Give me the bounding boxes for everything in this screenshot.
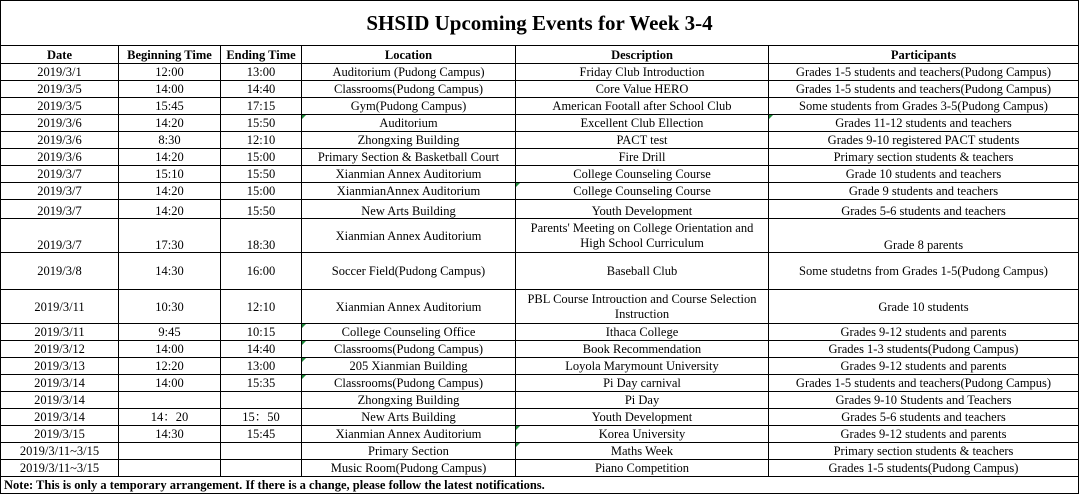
cell-flag-icon xyxy=(516,426,520,430)
column-header-location: Location xyxy=(302,46,516,64)
table-row xyxy=(1,219,1079,253)
date-cell: 2019/3/14 xyxy=(1,375,119,392)
location-cell: XianmianAnnex Auditorium xyxy=(302,183,516,200)
begin-time-cell: 14:20 xyxy=(119,183,221,200)
description-cell: American Footall after School Club xyxy=(516,98,769,115)
location-text: Classrooms(Pudong Campus) xyxy=(334,342,483,356)
description-cell: Piano Competition xyxy=(516,460,769,477)
table-row xyxy=(1,183,1079,200)
begin-time-cell: 14:30 xyxy=(119,426,221,443)
location-cell: Xianmian Annex Auditorium xyxy=(302,166,516,183)
location-cell: Xianmian Annex Auditorium xyxy=(302,426,516,443)
footnote: Note: This is only a temporary arrangement. If there is a change, please follow the latest notifications. xyxy=(1,477,1079,494)
location-cell: Xianmian Annex Auditorium xyxy=(302,219,516,253)
cell-flag-icon xyxy=(769,115,773,119)
cell-flag-icon xyxy=(302,341,306,345)
description-cell: Baseball Club xyxy=(516,253,769,290)
begin-time-cell: 15:45 xyxy=(119,98,221,115)
date-cell: 2019/3/6 xyxy=(1,132,119,149)
end-time-cell: 13:00 xyxy=(221,358,302,375)
header-row xyxy=(1,46,1079,64)
end-time-cell: 15:35 xyxy=(221,375,302,392)
table-row xyxy=(1,81,1079,98)
location-cell: Classrooms(Pudong Campus) xyxy=(302,81,516,98)
end-time-cell: 15:50 xyxy=(221,200,302,219)
description-cell: Pi Day carnival xyxy=(516,375,769,392)
table-row xyxy=(1,460,1079,477)
location-cell: Primary Section & Basketball Court xyxy=(302,149,516,166)
end-time-cell xyxy=(221,443,302,460)
location-text: Classrooms(Pudong Campus) xyxy=(334,376,483,390)
description-cell: Fire Drill xyxy=(516,149,769,166)
begin-time-cell: 17:30 xyxy=(119,219,221,253)
participants-cell: Grades 5-6 students and teachers xyxy=(769,409,1079,426)
location-cell xyxy=(302,341,516,358)
column-header-date: Date xyxy=(1,46,119,64)
end-time-cell xyxy=(221,392,302,409)
begin-time-cell: 14:20 xyxy=(119,149,221,166)
location-cell: Auditorium (Pudong Campus) xyxy=(302,64,516,81)
date-cell: 2019/3/7 xyxy=(1,166,119,183)
description-cell: Parents' Meeting on College Orientation and High School Curriculum xyxy=(516,219,769,253)
begin-time-cell: 14:20 xyxy=(119,200,221,219)
participants-cell: Primary section students & teachers xyxy=(769,443,1079,460)
table-row xyxy=(1,115,1079,132)
begin-time-cell: 12:20 xyxy=(119,358,221,375)
description-text: College Counseling Course xyxy=(573,184,711,198)
table-row xyxy=(1,98,1079,115)
cell-flag-icon xyxy=(516,183,520,187)
table-row xyxy=(1,166,1079,183)
end-time-cell: 15:00 xyxy=(221,183,302,200)
cell-flag-icon xyxy=(302,358,306,362)
date-cell: 2019/3/11~3/15 xyxy=(1,443,119,460)
participants-cell: Grade 10 students and teachers xyxy=(769,166,1079,183)
column-header-participants: Participants xyxy=(769,46,1079,64)
description-cell xyxy=(516,443,769,460)
date-cell: 2019/3/1 xyxy=(1,64,119,81)
date-cell: 2019/3/8 xyxy=(1,253,119,290)
participants-cell: Grades 9-10 Students and Teachers xyxy=(769,392,1079,409)
location-cell xyxy=(302,358,516,375)
description-cell: Book Recommendation xyxy=(516,341,769,358)
table-row xyxy=(1,358,1079,375)
date-cell: 2019/3/11~3/15 xyxy=(1,460,119,477)
location-cell: Primary Section xyxy=(302,443,516,460)
begin-time-cell xyxy=(119,460,221,477)
date-cell: 2019/3/13 xyxy=(1,358,119,375)
location-cell: Gym(Pudong Campus) xyxy=(302,98,516,115)
end-time-cell: 14:40 xyxy=(221,81,302,98)
participants-cell: Grades 1-5 students and teachers(Pudong Campus) xyxy=(769,375,1079,392)
date-cell: 2019/3/5 xyxy=(1,81,119,98)
end-time-cell: 16:00 xyxy=(221,253,302,290)
description-cell: Excellent Club Ellection xyxy=(516,115,769,132)
participants-cell: Primary section students & teachers xyxy=(769,149,1079,166)
date-cell: 2019/3/5 xyxy=(1,98,119,115)
table-row xyxy=(1,375,1079,392)
begin-time-cell: 8:30 xyxy=(119,132,221,149)
description-text: Korea University xyxy=(598,427,686,441)
participants-cell xyxy=(769,115,1079,132)
begin-time-cell: 14:20 xyxy=(119,115,221,132)
table-row xyxy=(1,409,1079,426)
description-cell: PBL Course Introuction and Course Selection Instruction xyxy=(516,290,769,324)
begin-time-cell xyxy=(119,392,221,409)
table-row xyxy=(1,443,1079,460)
end-time-cell: 10:15 xyxy=(221,324,302,341)
description-cell: Ithaca College xyxy=(516,324,769,341)
column-header-ending-time: Ending Time xyxy=(221,46,302,64)
end-time-cell: 13:00 xyxy=(221,64,302,81)
end-time-cell: 12:10 xyxy=(221,290,302,324)
cell-flag-icon xyxy=(302,375,306,379)
note-row xyxy=(1,477,1079,494)
participants-cell: Grades 5-6 students and teachers xyxy=(769,200,1079,219)
participants-text: Grades 11-12 students and teachers xyxy=(835,116,1012,130)
location-text: College Counseling Office xyxy=(341,325,476,339)
date-cell: 2019/3/7 xyxy=(1,183,119,200)
participants-cell: Grades 9-12 students and parents xyxy=(769,358,1079,375)
participants-cell: Grade 10 students xyxy=(769,290,1079,324)
description-cell: Loyola Marymount University xyxy=(516,358,769,375)
table-row xyxy=(1,149,1079,166)
participants-cell: Grades 9-12 students and parents xyxy=(769,324,1079,341)
column-header-beginning-time: Beginning Time xyxy=(119,46,221,64)
begin-time-cell: 14:00 xyxy=(119,341,221,358)
cell-flag-icon xyxy=(302,324,306,328)
date-cell: 2019/3/11 xyxy=(1,324,119,341)
description-cell: Pi Day xyxy=(516,392,769,409)
location-cell xyxy=(302,324,516,341)
begin-time-cell: 15:10 xyxy=(119,166,221,183)
location-text: 205 Xianmian Building xyxy=(349,359,468,373)
date-cell: 2019/3/6 xyxy=(1,149,119,166)
participants-cell: Grades 1-3 students(Pudong Campus) xyxy=(769,341,1079,358)
location-cell: Music Room(Pudong Campus) xyxy=(302,460,516,477)
location-cell: New Arts Building xyxy=(302,200,516,219)
location-cell xyxy=(302,115,516,132)
table-row xyxy=(1,132,1079,149)
end-time-cell: 17:15 xyxy=(221,98,302,115)
date-cell: 2019/3/6 xyxy=(1,115,119,132)
begin-time-cell: 12:00 xyxy=(119,64,221,81)
date-cell: 2019/3/15 xyxy=(1,426,119,443)
date-cell: 2019/3/12 xyxy=(1,341,119,358)
participants-cell: Grades 1-5 students and teachers(Pudong Campus) xyxy=(769,81,1079,98)
table-row xyxy=(1,392,1079,409)
table-row xyxy=(1,200,1079,219)
participants-cell: Grades 1-5 students and teachers(Pudong Campus) xyxy=(769,64,1079,81)
location-cell: New Arts Building xyxy=(302,409,516,426)
column-header-description: Description xyxy=(516,46,769,64)
begin-time-cell: 10:30 xyxy=(119,290,221,324)
date-cell: 2019/3/11 xyxy=(1,290,119,324)
date-cell: 2019/3/7 xyxy=(1,219,119,253)
description-cell xyxy=(516,183,769,200)
participants-cell: Grades 9-12 students and parents xyxy=(769,426,1079,443)
location-cell: Zhongxing Building xyxy=(302,392,516,409)
begin-time-cell: 9:45 xyxy=(119,324,221,341)
location-cell: Zhongxing Building xyxy=(302,132,516,149)
sheet-title: SHSID Upcoming Events for Week 3-4 xyxy=(0,0,1079,45)
participants-cell: Some studetns from Grades 1-5(Pudong Campus) xyxy=(769,253,1079,290)
begin-time-cell: 14:00 xyxy=(119,81,221,98)
end-time-cell: 15:50 xyxy=(221,166,302,183)
date-cell: 2019/3/7 xyxy=(1,200,119,219)
location-cell: Soccer Field(Pudong Campus) xyxy=(302,253,516,290)
description-cell xyxy=(516,426,769,443)
location-text: Auditorium xyxy=(379,116,438,130)
description-text: Maths Week xyxy=(610,444,674,458)
description-cell: Youth Development xyxy=(516,409,769,426)
end-time-cell: 14:40 xyxy=(221,341,302,358)
participants-cell: Grades 9-10 registered PACT students xyxy=(769,132,1079,149)
events-table xyxy=(0,45,1079,494)
description-cell: Core Value HERO xyxy=(516,81,769,98)
location-cell: Xianmian Annex Auditorium xyxy=(302,290,516,324)
description-cell: PACT test xyxy=(516,132,769,149)
location-cell xyxy=(302,375,516,392)
end-time-cell: 12:10 xyxy=(221,132,302,149)
end-time-cell: 15:00 xyxy=(221,149,302,166)
end-time-cell: 15：50 xyxy=(221,409,302,426)
end-time-cell: 18:30 xyxy=(221,219,302,253)
end-time-cell: 15:50 xyxy=(221,115,302,132)
table-row xyxy=(1,290,1079,324)
end-time-cell xyxy=(221,460,302,477)
table-row xyxy=(1,253,1079,290)
description-cell: Youth Development xyxy=(516,200,769,219)
begin-time-cell: 14:00 xyxy=(119,375,221,392)
participants-cell: Some students from Grades 3-5(Pudong Campus) xyxy=(769,98,1079,115)
participants-cell: Grade 9 students and teachers xyxy=(769,183,1079,200)
participants-cell: Grades 1-5 students(Pudong Campus) xyxy=(769,460,1079,477)
end-time-cell: 15:45 xyxy=(221,426,302,443)
date-cell: 2019/3/14 xyxy=(1,409,119,426)
table-row xyxy=(1,324,1079,341)
begin-time-cell: 14:30 xyxy=(119,253,221,290)
date-cell: 2019/3/14 xyxy=(1,392,119,409)
begin-time-cell: 14：20 xyxy=(119,409,221,426)
description-cell: College Counseling Course xyxy=(516,166,769,183)
participants-cell: Grade 8 parents xyxy=(769,219,1079,253)
cell-flag-icon xyxy=(516,443,520,447)
description-cell: Friday Club Introduction xyxy=(516,64,769,81)
table-row xyxy=(1,64,1079,81)
table-row xyxy=(1,341,1079,358)
begin-time-cell xyxy=(119,443,221,460)
table-row xyxy=(1,426,1079,443)
cell-flag-icon xyxy=(302,115,306,119)
